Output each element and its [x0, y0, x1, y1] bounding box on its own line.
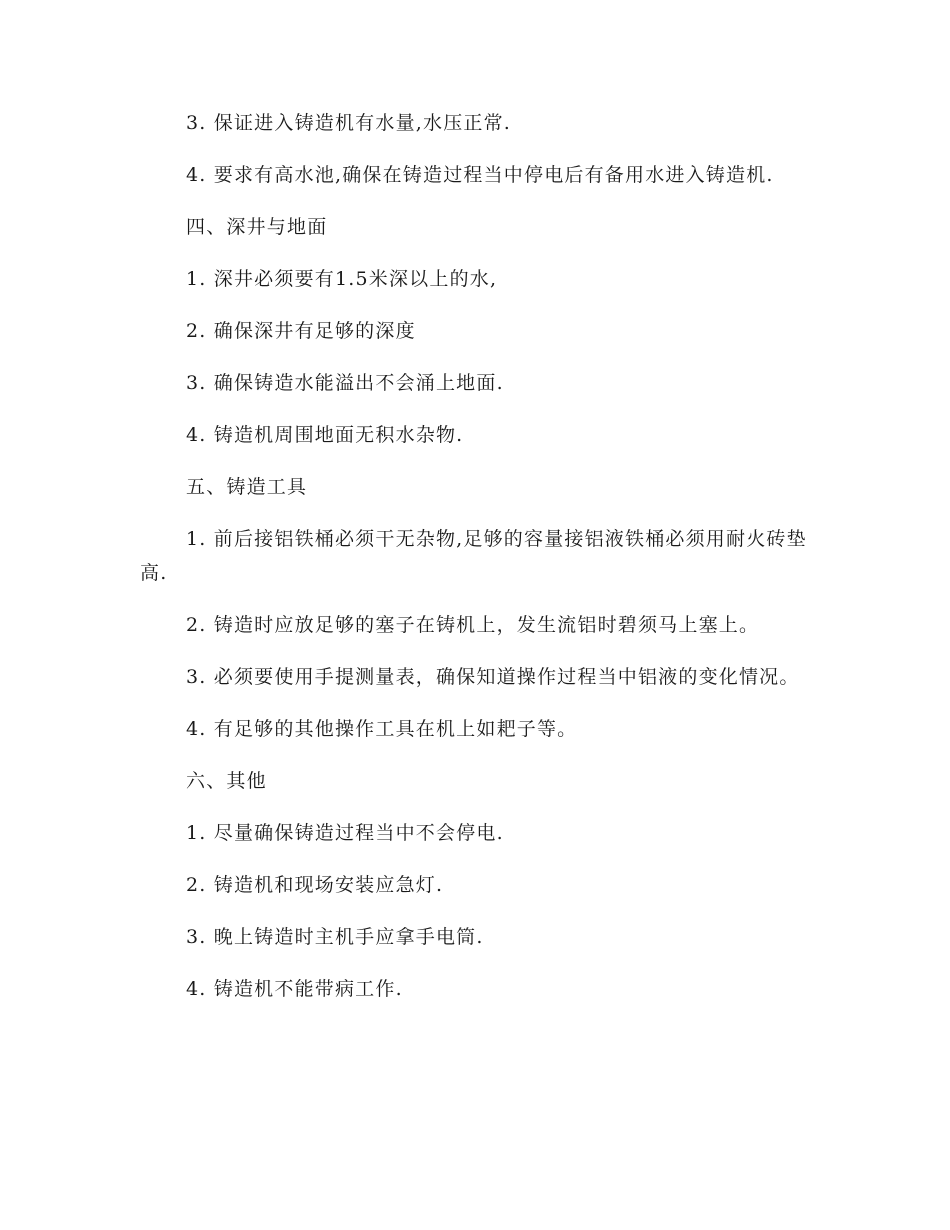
paragraph-buckets: 1. 前后接铝铁桶必须干无杂物,足够的容量接铝液铁桶必须用耐火砖垫高.	[140, 528, 807, 584]
paragraph-water-volume: 3. 保证进入铸造机有水量,水压正常.	[186, 112, 512, 134]
paragraph-other-tools: 4. 有足够的其他操作工具在机上如耙子等。	[186, 718, 578, 740]
paragraph-flashlight: 3. 晚上铸造时主机手应拿手电筒.	[186, 926, 484, 948]
paragraph-ground-clear: 4. 铸造机周围地面无积水杂物.	[186, 424, 464, 446]
section-heading-other: 六、其他	[186, 770, 267, 792]
paragraph-no-faulty-operation: 4. 铸造机不能带病工作.	[186, 978, 403, 1000]
paragraph-high-water-tank: 4. 要求有高水池,确保在铸造过程当中停电后有备用水进入铸造机.	[186, 164, 774, 186]
section-heading-casting-tools: 五、铸造工具	[186, 476, 308, 498]
paragraph-well-water-depth: 1. 深井必须要有1.5米深以上的水,	[186, 268, 498, 290]
paragraph-well-depth: 2. 确保深井有足够的深度	[186, 320, 416, 342]
paragraph-no-outage: 1. 尽量确保铸造过程当中不会停电.	[186, 822, 504, 844]
section-heading-deep-well: 四、深井与地面	[186, 216, 328, 238]
paragraph-gauge: 3. 必须要使用手提测量表，确保知道操作过程当中铝液的变化情况。	[186, 666, 800, 688]
document-body	[140, 106, 810, 1024]
paragraph-plugs: 2. 铸造时应放足够的塞子在铸机上，发生流铝时碧须马上塞上。	[186, 614, 760, 636]
paragraph-emergency-light: 2. 铸造机和现场安装应急灯.	[186, 874, 444, 896]
paragraph-overflow: 3. 确保铸造水能溢出不会涌上地面.	[186, 372, 504, 394]
